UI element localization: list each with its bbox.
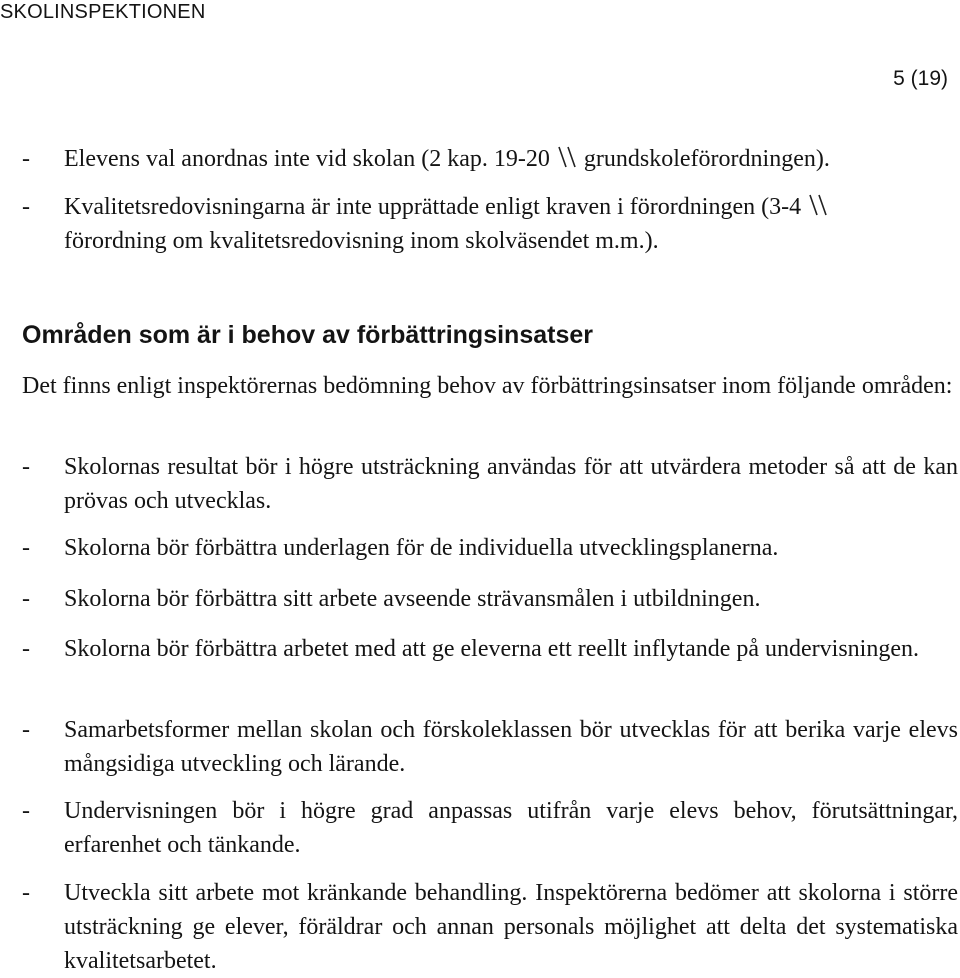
list-item — [22, 142, 958, 176]
list-dash: - — [22, 798, 30, 824]
section-sign-icon — [556, 146, 578, 168]
list-item-text: Undervisningen bör i högre grad anpassas utifrån varje elevs behov, förutsättningar, erfarenhet och tänkande. — [64, 798, 958, 858]
list-dash: - — [22, 194, 30, 220]
list-dash: - — [22, 454, 30, 480]
list-item-text-after: grundskoleförordningen). — [583, 146, 830, 172]
intro-paragraph: Det finns enligt inspektörernas bedömning behov av förbättringsinsatser inom följande områden: — [22, 373, 953, 399]
list-item — [22, 794, 958, 862]
list-item — [22, 190, 958, 258]
list-item — [22, 713, 958, 781]
list-item-text: Samarbetsformer mellan skolan och förskoleklassen bör utvecklas för att berika varje elevs mångsidiga utveckling och lärande. — [64, 717, 958, 777]
list-dash: - — [22, 535, 30, 561]
list-dash: - — [22, 636, 30, 662]
list-item-text: Skolornas resultat bör i högre utsträckning användas för att utvärdera metoder så att de kan prövas och utvecklas. — [64, 454, 958, 514]
list-item-text: Skolorna bör förbättra arbetet med att ge eleverna ett reellt inflytande på undervisningen. — [64, 636, 919, 662]
list-item-text-before: Kvalitetsredovisningarna är inte upprättade enligt kraven i förordningen (3-4 — [64, 194, 802, 220]
header-title: SKOLINSPEKTIONEN — [0, 1, 206, 23]
list-item-text-after: förordning om kvalitetsredovisning inom skolväsendet m.m.). — [64, 228, 659, 254]
list-item — [22, 876, 958, 978]
list-dash: - — [22, 880, 30, 906]
list-dash: - — [22, 586, 30, 612]
list-item-text: Skolorna bör förbättra sitt arbete avseende strävansmålen i utbildningen. — [64, 586, 761, 612]
list-item — [22, 450, 958, 518]
list-item — [22, 582, 958, 616]
section-sign-icon — [807, 194, 829, 216]
page-number: 5 (19) — [893, 67, 948, 90]
list-item-text-before: Elevens val anordnas inte vid skolan (2 kap. 19-20 — [64, 146, 550, 172]
list-item-text: Utveckla sitt arbete mot kränkande behandling. Inspektörerna bedömer att skolorna i större utsträckning ge elever, föräldrar och annan personals möjlighet att delta det systematiska kvalitetsarbetet. — [64, 880, 958, 974]
section-heading: Områden som är i behov av förbättringsinsatser — [22, 321, 593, 349]
list-item — [22, 531, 958, 565]
list-dash: - — [22, 146, 30, 172]
list-item-text: Skolorna bör förbättra underlagen för de individuella utvecklingsplanerna. — [64, 535, 779, 561]
list-dash: - — [22, 717, 30, 743]
list-item — [22, 632, 958, 666]
